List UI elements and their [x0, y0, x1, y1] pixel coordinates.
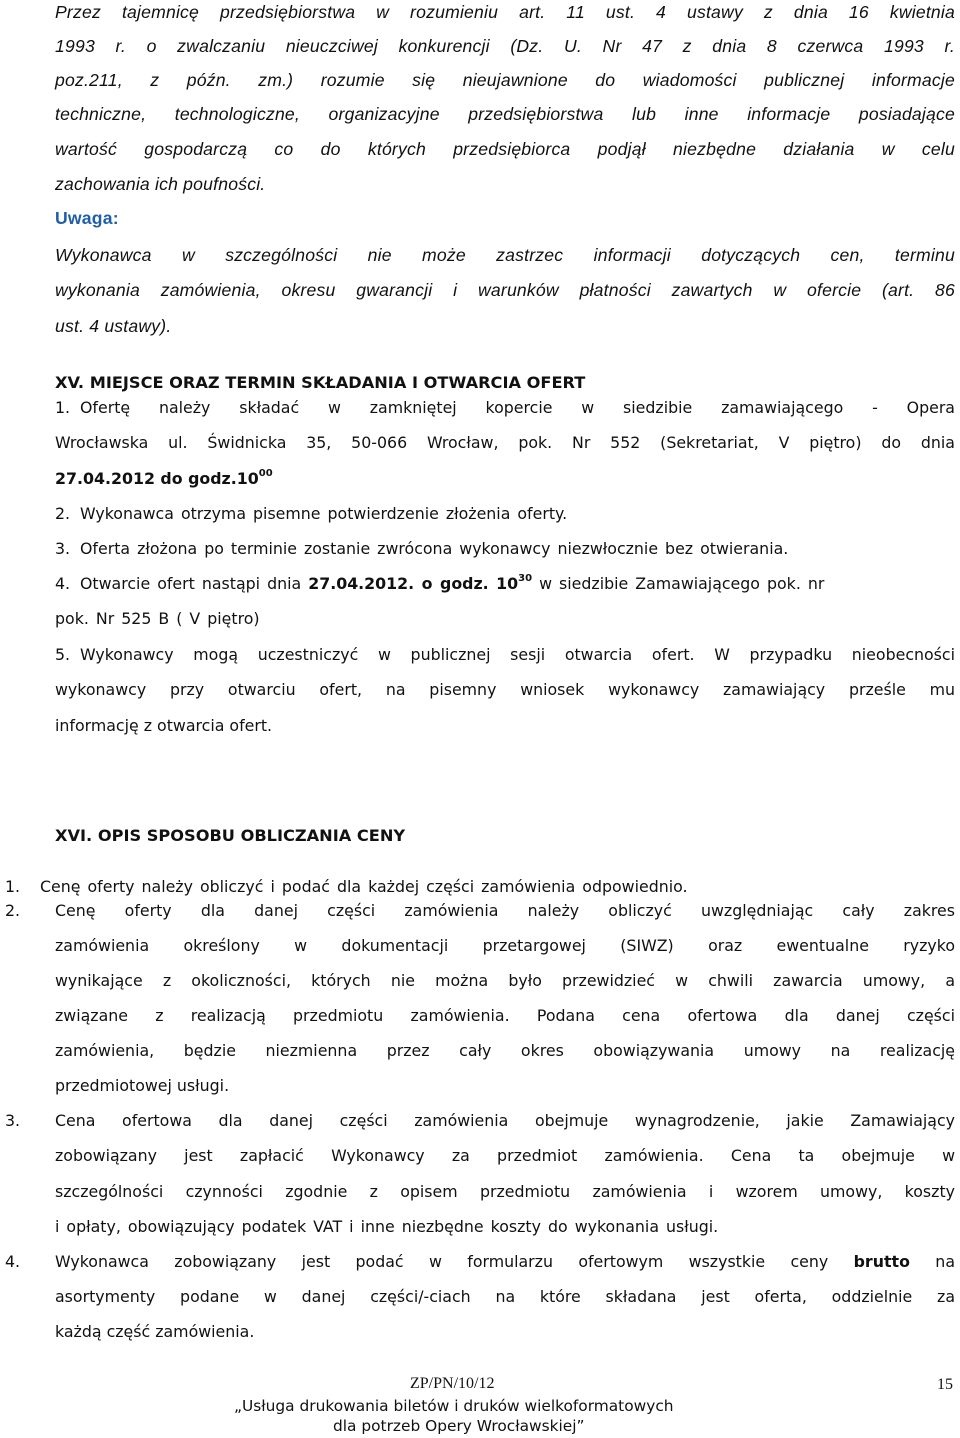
s15-item-4-line-2: pok. Nr 525 B ( V piętro) [55, 609, 260, 628]
s16-item-3-line-1: Cena ofertowa dla danej części zamówienia obejmuje wynagrodzenie, jakie Zamawiający [55, 1111, 955, 1130]
s15-item-1-deadline-minutes: 00 [258, 467, 273, 479]
s16-item-4-text-end: na [909, 1252, 955, 1271]
s16-item-3-line-4: i opłaty, obowiązujący podatek VAT i inne niezbędne koszty do wykonania usługi. [55, 1217, 719, 1236]
s16-item-2-line-1: Cenę oferty dla danej części zamówienia należy obliczyć uwzględniając cały zakres [55, 901, 955, 920]
s15-item-5-text-a: Wykonawcy mogą uczestniczyć w publicznej sesji otwarcia ofert. [80, 645, 695, 664]
s16-item-1-number: 1. [5, 877, 21, 896]
s16-item-4-line-3: każdą część zamówienia. [55, 1322, 255, 1341]
s15-item-4-minutes: 30 [518, 572, 533, 584]
uwaga-line-1: Wykonawca w szczególności nie może zastrzec informacji dotyczących cen, terminu [55, 245, 955, 265]
s16-item-4-number: 4. [5, 1252, 21, 1271]
uwaga-label: Uwaga: [55, 208, 119, 228]
s15-item-1-line-2: Wrocławska ul. Świdnicka 35, 50-066 Wrocław, pok. Nr 552 (Sekretariat, V piętro) do dnia [55, 433, 955, 452]
footer-document-code: ZP/PN/10/12 [410, 1375, 495, 1392]
section-xv-heading: XV. MIEJSCE ORAZ TERMIN SKŁADANIA I OTWARCIA OFERT [55, 373, 586, 392]
intro-line-2: 1993 r. o zwalczaniu nieuczciwej konkurencji (Dz. U. Nr 47 z dnia 8 czerwca 1993 r. [55, 36, 955, 56]
s16-item-4-line-2: asortymenty podane w danej części/-ciach na które składana jest oferta, oddzielnie za [55, 1287, 955, 1306]
s16-item-2-line-6: przedmiotowej usługi. [55, 1076, 230, 1095]
s15-item-4-location: w siedzibie Zamawiającego pok. nr [532, 574, 825, 593]
intro-line-6: zachowania ich poufności. [55, 174, 266, 194]
footer-title-line-1: „Usługa drukowania biletów i druków wielkoformatowych [234, 1397, 674, 1415]
s16-item-2-number: 2. [5, 901, 21, 920]
s16-item-4-text: Wykonawca zobowiązany jest podać w formularzu ofertowym wszystkie ceny [55, 1252, 854, 1271]
s15-item-2-number: 2. [55, 504, 71, 523]
uwaga-line-2: wykonania zamówienia, okresu gwarancji i warunków płatności zawartych w ofercie (art. 86 [55, 280, 955, 300]
footer-page-number: 15 [937, 1376, 953, 1393]
s16-item-2-line-5: zamówienia, będzie niezmienna przez cały okres obowiązywania umowy na realizację [55, 1041, 955, 1060]
s15-item-3-line-1: Oferta złożona po terminie zostanie zwrócona wykonawcy niezwłocznie bez otwierania. [80, 539, 789, 558]
s16-item-1-line-1: Cenę oferty należy obliczyć i podać dla każdej części zamówienia odpowiednio. [40, 877, 688, 896]
s15-item-2-line-1: Wykonawca otrzyma pisemne potwierdzenie złożenia oferty. [80, 504, 568, 523]
s16-item-4-bold-brutto: brutto [853, 1252, 910, 1271]
uwaga-line-3: ust. 4 ustawy). [55, 316, 172, 336]
s15-item-1-deadline: 27.04.2012 do godz.10 [55, 469, 259, 488]
s15-item-1-line-1: Ofertę należy składać w zamkniętej kopercie w siedzibie zamawiającego - Opera [80, 398, 955, 417]
s16-item-3-number: 3. [5, 1111, 21, 1130]
s15-item-1-line-3 [55, 469, 273, 488]
s15-item-4-line-1 [80, 574, 824, 593]
s16-item-2-line-3: wynikające z okoliczności, których nie można było przewidzieć w chwili zawarcia umowy, a [55, 971, 955, 990]
s16-item-3-line-2: zobowiązany jest zapłacić Wykonawcy za przedmiot zamówienia. Cena ta obejmuje w [55, 1146, 955, 1165]
s16-item-2-line-4: związane z realizacją przedmiotu zamówienia. Podana cena ofertowa dla danej części [55, 1006, 955, 1025]
s15-item-4-datetime: 27.04.2012. o godz. 10 [308, 574, 519, 593]
s16-item-4-line-1 [55, 1252, 955, 1271]
intro-line-4: techniczne, technologiczne, organizacyjne przedsiębiorstwa lub inne informacje posiadające [55, 104, 955, 124]
intro-line-3: poz.211, z późn. zm.) rozumie się nieujawnione do wiadomości publicznej informacje [55, 70, 955, 90]
s16-item-3-line-3: szczególności czynności zgodnie z opisem przedmiotu zamówienia i wzorem umowy, koszty [55, 1182, 955, 1201]
intro-line-5: wartość gospodarczą co do których przedsiębiorca podjął niezbędne działania w celu [55, 139, 955, 159]
intro-line-1: Przez tajemnicę przedsiębiorstwa w rozumieniu art. 11 ust. 4 ustawy z dnia 16 kwietnia [55, 2, 955, 22]
s15-item-5-line-2: wykonawcy przy otwarciu ofert, na pisemny wniosek wykonawcy zamawiający prześle mu [55, 680, 955, 699]
s15-item-4-number: 4. [55, 574, 71, 593]
s15-item-4-text: Otwarcie ofert nastąpi dnia [80, 574, 309, 593]
section-xvi-heading: XVI. OPIS SPOSOBU OBLICZANIA CENY [55, 826, 406, 845]
s15-item-1-number: 1. [55, 398, 71, 417]
s15-item-5-text-b: W przypadku nieobecności [714, 645, 955, 664]
s16-item-2-line-2: zamówienia określony w dokumentacji przetargowej (SIWZ) oraz ewentualne ryzyko [55, 936, 955, 955]
s15-item-5-line-3: informację z otwarcia ofert. [55, 716, 273, 735]
s15-item-3-number: 3. [55, 539, 71, 558]
s15-item-5-line-1 [80, 645, 955, 664]
s15-item-5-number: 5. [55, 645, 71, 664]
footer-title-line-2: dla potrzeb Opery Wrocławskiej” [333, 1417, 585, 1435]
